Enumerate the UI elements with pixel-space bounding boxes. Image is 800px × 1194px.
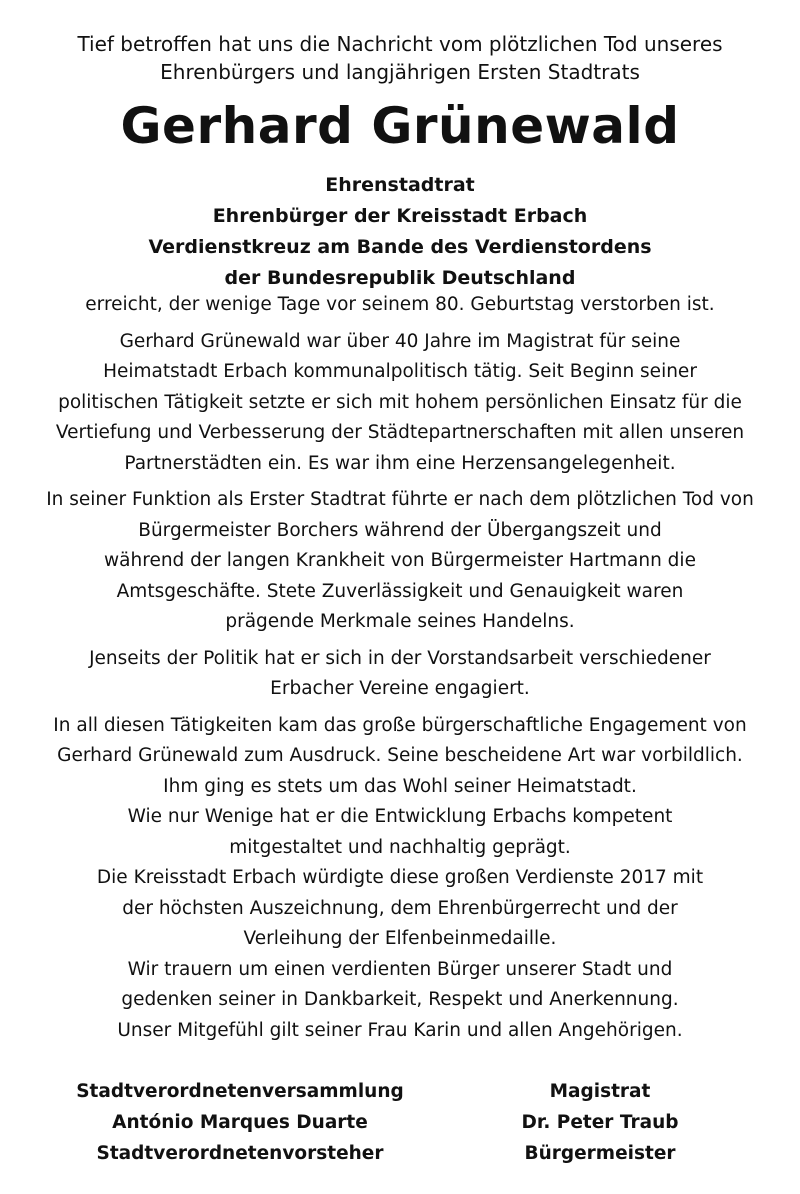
paragraph: [20, 485, 780, 638]
honorary-titles: [0, 170, 800, 294]
body-line: Jenseits der Politik hat er sich in der Vorstandsarbeit verschiedener: [89, 647, 711, 669]
body-line: Verleihung der Elfenbeinmedaille.: [243, 928, 557, 949]
body-line: während der langen Krankheit von Bürgermeister Hartmann die: [104, 550, 696, 571]
body-line: Ihm ging es stets um das Wohl seiner Heimatstadt.: [163, 775, 637, 797]
body-line: erreicht, der wenige Tage vor seinem 80. Geburtstag verstorben ist.: [85, 294, 715, 315]
paragraph: [20, 290, 780, 321]
body-line: Erbacher Vereine engagiert.: [270, 678, 530, 699]
deceased-name: Gerhard Grünewald: [120, 97, 680, 155]
body-line: Die Kreisstadt Erbach würdigte diese großen Verdienste 2017 mit: [96, 867, 704, 888]
signature-line: Bürgermeister: [524, 1143, 676, 1164]
paragraph: [20, 711, 780, 1047]
body-line: Bürgermeister Borchers während der Übergangszeit und: [138, 519, 662, 541]
intro-line: Ehrenbürgers und langjährigen Ersten Stadtrats: [160, 60, 640, 84]
body-line: mitgestaltet und nachhaltig geprägt.: [229, 836, 571, 858]
signature-line: Magistrat: [549, 1081, 651, 1102]
body-line: Wir trauern um einen verdienten Bürger unserer Stadt und: [127, 958, 673, 980]
body-line: Unser Mitgefühl gilt seiner Frau Karin und allen Angehörigen.: [117, 1019, 683, 1041]
body-line: Gerhard Grünewald war über 40 Jahre im Magistrat für seine: [119, 330, 681, 352]
body-line: Wie nur Wenige hat er die Entwicklung Erbachs kompetent: [127, 806, 673, 827]
signature-line: Stadtverordnetenversammlung: [76, 1081, 404, 1102]
body-line: politischen Tätigkeit setzte er sich mit hohem persönlichen Einsatz für die: [58, 391, 742, 413]
paragraph: [20, 327, 780, 480]
signature-council: [60, 1076, 420, 1169]
title-line: der Bundesrepublik Deutschland: [224, 267, 576, 289]
signature-line: António Marques Duarte: [112, 1112, 368, 1133]
body-line: gedenken seiner in Dankbarkeit, Respekt und Anerkennung.: [121, 989, 679, 1010]
body-line: In all diesen Tätigkeiten kam das große bürgerschaftliche Engagement von: [53, 714, 747, 736]
body-line: der höchsten Auszeichnung, dem Ehrenbürgerrecht und der: [122, 897, 678, 919]
body-line: Amtsgeschäfte. Stete Zuverlässigkeit und Genauigkeit waren: [116, 580, 684, 602]
body-line: Partnerstädten ein. Es war ihm eine Herzensangelegenheit.: [124, 452, 676, 474]
body-line: Gerhard Grünewald zum Ausdruck. Seine bescheidene Art war vorbildlich.: [57, 745, 743, 766]
title-line: Ehrenbürger der Kreisstadt Erbach: [212, 205, 588, 227]
obituary-body: [20, 290, 780, 1052]
signature-line: Stadtverordnetenvorsteher: [96, 1143, 384, 1164]
paragraph: [20, 644, 780, 705]
body-line: prägende Merkmale seines Handelns.: [225, 611, 575, 632]
intro-text: [0, 30, 800, 86]
body-line: In seiner Funktion als Erster Stadtrat führte er nach dem plötzlichen Tod von: [46, 489, 754, 510]
body-line: Heimatstadt Erbach kommunalpolitisch tätig. Seit Beginn seiner: [103, 361, 697, 382]
intro-line: Tief betroffen hat uns die Nachricht vom plötzlichen Tod unseres: [77, 32, 723, 56]
signature-magistrate: [470, 1076, 730, 1169]
signature-line: Dr. Peter Traub: [521, 1112, 679, 1133]
title-line: Ehrenstadtrat: [325, 174, 475, 196]
body-line: Vertiefung und Verbesserung der Städtepartnerschaften mit allen unseren: [55, 422, 745, 443]
title-line: Verdienstkreuz am Bande des Verdienstordens: [148, 236, 652, 258]
